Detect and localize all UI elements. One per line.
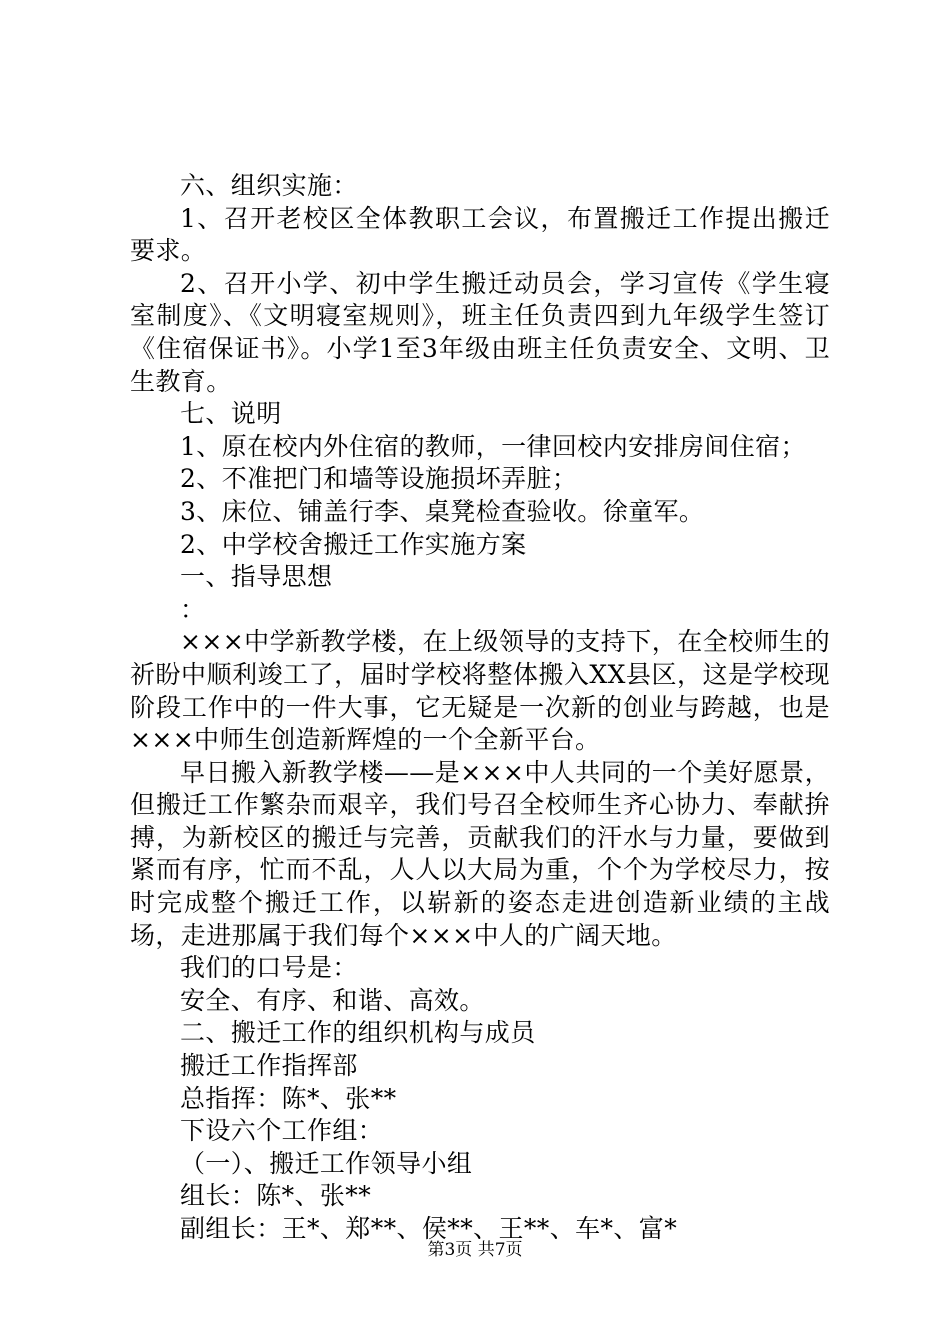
paragraph: 二、搬迁工作的组织机构与成员 [180, 1018, 536, 1048]
page-footer: 第3页 共7页 [427, 1240, 523, 1260]
paragraph: 六、组织实施： [180, 171, 358, 200]
paragraph: 一、指导思想 [180, 562, 333, 592]
paragraph: 组长：陈*、张** [180, 1181, 372, 1211]
paragraph: 2、不准把门和墙等设施损坏弄脏； [180, 464, 578, 494]
paragraph: 安全、有序、和谐、高效。 [180, 985, 485, 1015]
paragraph: 早日搬入新教学楼——是×××中人共同的一个美好愿景，但搬迁工作繁杂而艰辛，我们号召全校师生齐心协力、奉献拚搏，为新校区的搬迁与完善，贡献我们的汗水与力量，要做到紧而有序，忙而不乱，人人以大局为重，个个为学校尽力，按时完成整个搬迁工作，以崭新的姿态走进创造新业绩的主战场，走进那属于我们每个×××中人的广阔天地。 [130, 757, 830, 950]
paragraph: 1、原在校内外住宿的教师，一律回校内安排房间住宿； [180, 431, 806, 461]
paragraph: 2、召开小学、初中学生搬迁动员会，学习宣传《学生寝室制度》、《文明寝室规则》，班主任负责四到九年级学生签订《住宿保证书》。小学1至3年级由班主任负责安全、文明、卫生教育。 [130, 268, 830, 396]
paragraph: ： [180, 594, 206, 624]
paragraph: 3、床位、铺盖行李、桌凳检查验收。徐童军。 [180, 496, 705, 526]
paragraph: 1、召开老校区全体教职工会议，布置搬迁工作提出搬迁要求。 [130, 203, 830, 266]
paragraph: 七、说明 [180, 399, 282, 429]
paragraph: 搬迁工作指挥部 [180, 1051, 358, 1081]
document-body [130, 170, 830, 1246]
paragraph: 我们的口号是： [180, 953, 358, 983]
paragraph: 副组长：王*、郑**、侯**、王**、车*、富* [180, 1214, 678, 1243]
paragraph: 总指挥：陈*、张** [180, 1083, 397, 1113]
paragraph: 2、中学校舍搬迁工作实施方案 [180, 529, 527, 559]
paragraph: （一）、搬迁工作领导小组 [180, 1148, 473, 1178]
paragraph: 下设六个工作组： [180, 1116, 384, 1146]
paragraph: ×××中学新教学楼，在上级领导的支持下，在全校师生的祈盼中顺利竣工了，届时学校将整体搬入XX县区，这是学校现阶段工作中的一件大事，它无疑是一次新的创业与跨越，也是×××中师生创造新辉煌的一个全新平台。 [130, 627, 830, 755]
